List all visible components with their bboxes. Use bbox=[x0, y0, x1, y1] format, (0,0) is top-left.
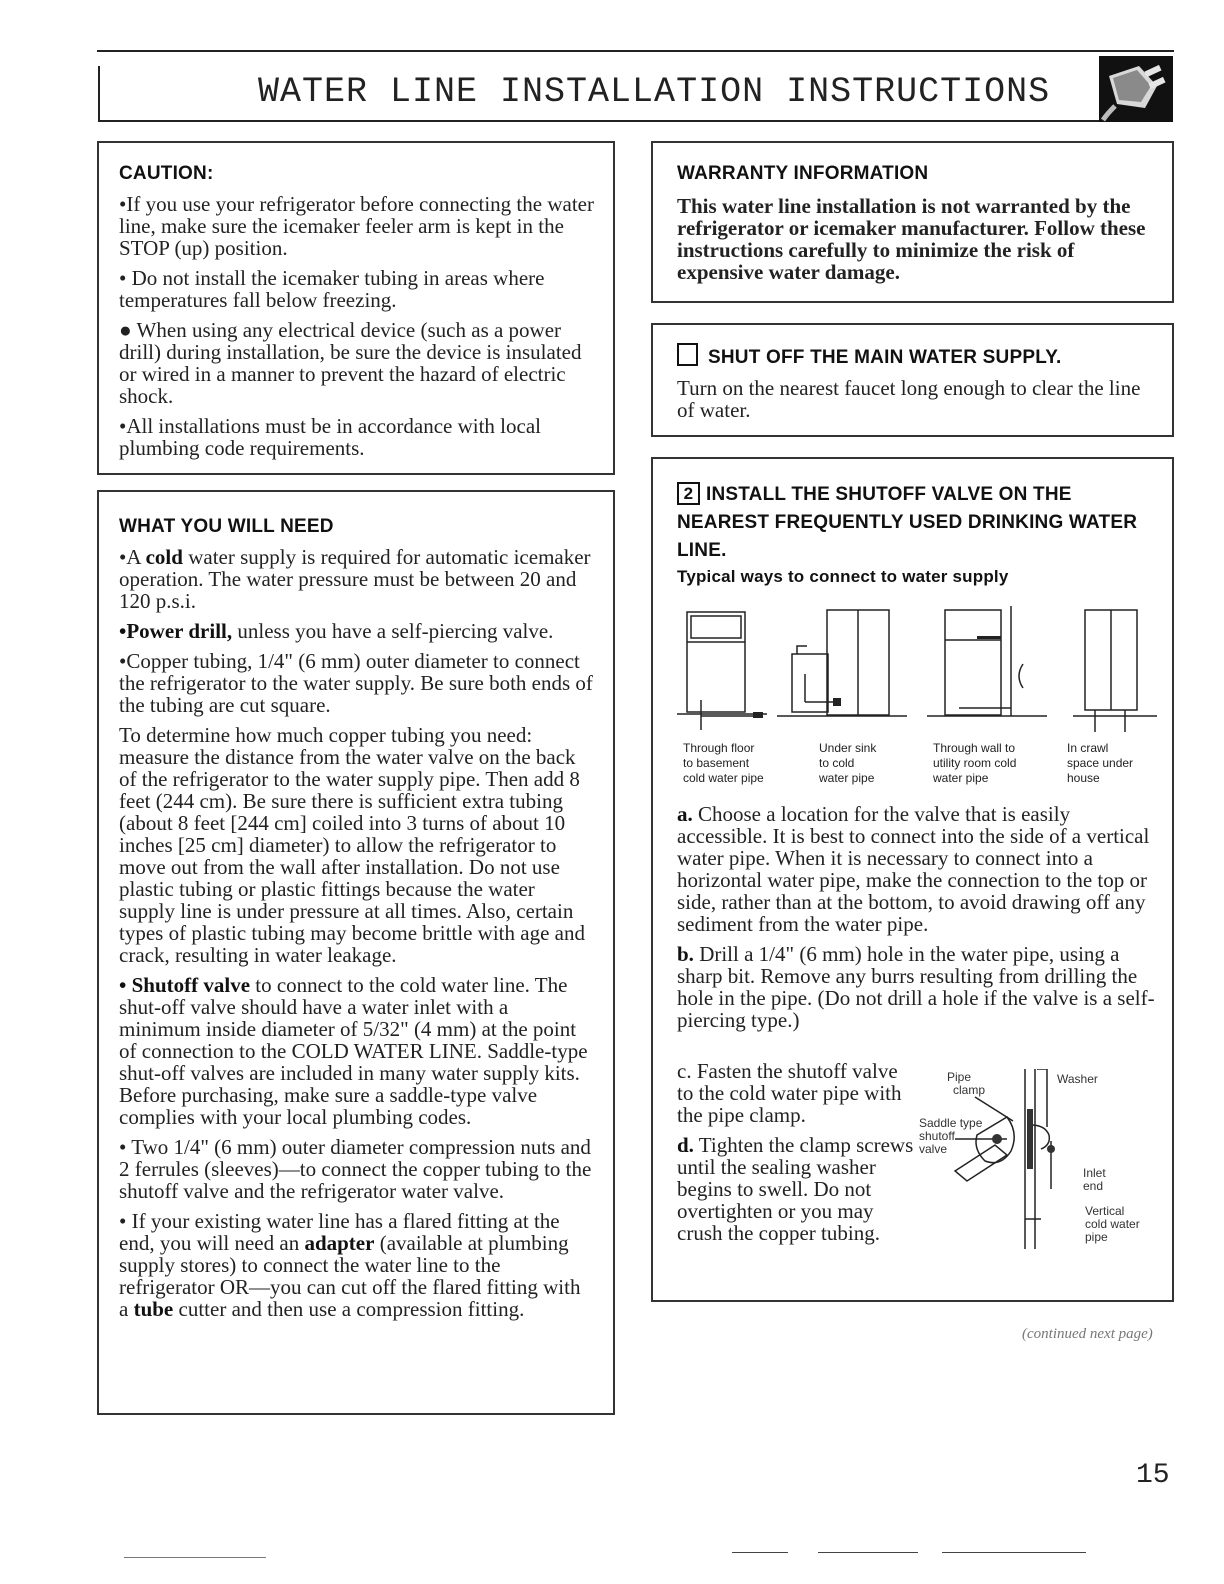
instruction-d: d. Tighten the clamp screws until the sealing washer begins to swell. Do not overtighten or you may crush the copper tubing. bbox=[677, 1133, 914, 1245]
step-2-heading: 2 INSTALL THE SHUTOFF VALVE ON THE NEAREST FREQUENTLY USED DRINKING WATER LINE. bbox=[677, 484, 1138, 561]
need-item-shutoff-valve: • Shutoff valve to connect to the cold water line. The shut-off valve should have a water inlet with a minimum inside diameter of 5/32" (4 mm) at the point of connection to the COLD WATER LINE. Saddle-type shut-off valves are included in many water supply kits. Before purchasing, make sure a saddle-type valve complies with your local plumbing codes. bbox=[119, 973, 588, 1129]
instruction-c: c. Fasten the shutoff valve to the cold water pipe with the pipe clamp. bbox=[677, 1059, 902, 1127]
plug-icon bbox=[1099, 56, 1173, 122]
caution-item: • Do not install the icemaker tubing in areas where temperatures fall below freezing. bbox=[119, 266, 545, 312]
need-item-copper-tubing: •Copper tubing, 1/4" (6 mm) outer diameter to connect the refrigerator to the water supply. Be sure both ends of the tubing are cut square. bbox=[119, 649, 593, 717]
caution-box bbox=[97, 141, 615, 475]
footer-rule bbox=[124, 1557, 266, 1558]
caution-item: •If you use your refrigerator before connecting the water line, make sure the icemaker feeler arm is kept in the STOP (up) position. bbox=[119, 192, 594, 260]
step-1-body: Turn on the nearest faucet long enough to clear the line of water. bbox=[677, 376, 1141, 422]
caution-heading: CAUTION: bbox=[119, 163, 214, 184]
footer-rule bbox=[942, 1552, 1086, 1553]
need-item-adapter: • If your existing water line has a flared fitting at the end, you will need an adapter (available at plumbing supply stores) to connect the water line to the refrigerator OR—you can cut off the flared fitting with a tube cutter and then use a compression fitting. bbox=[119, 1209, 581, 1321]
label-inlet-end: Inlet end bbox=[1083, 1166, 1106, 1193]
footer-rule bbox=[732, 1552, 788, 1553]
label-pipe-clamp: Pipe clamp bbox=[947, 1070, 986, 1097]
caption-floor: Through floor to basement cold water pipe bbox=[683, 741, 764, 785]
step-2-box bbox=[651, 457, 1174, 1302]
caption-sink: Under sink to cold water pipe bbox=[819, 741, 877, 785]
need-heading: WHAT YOU WILL NEED bbox=[119, 516, 334, 537]
warranty-heading: WARRANTY INFORMATION bbox=[677, 163, 929, 184]
caption-crawl: In crawl space under house bbox=[1067, 741, 1134, 785]
step-1-box bbox=[651, 323, 1174, 437]
need-item-power-drill: •Power drill, unless you have a self-piercing valve. bbox=[119, 619, 554, 643]
label-vertical-pipe: Vertical cold water pipe bbox=[1085, 1204, 1140, 1244]
warranty-body: This water line installation is not warranted by the refrigerator or icemaker manufacturer. Follow these instructions carefully to minimize the risk of expensive water damage. bbox=[677, 194, 1146, 284]
label-washer: Washer bbox=[1057, 1072, 1098, 1086]
step-1-heading: SHUT OFF THE MAIN WATER SUPPLY. bbox=[677, 343, 1157, 369]
warranty-box bbox=[651, 141, 1174, 303]
continued-note: (continued next page) bbox=[1022, 1326, 1153, 1342]
top-rule bbox=[97, 50, 1174, 52]
label-saddle-valve: Saddle type shutoff valve bbox=[919, 1116, 983, 1156]
page-title: WATER LINE INSTALLATION INSTRUCTIONS bbox=[258, 72, 1051, 112]
need-item-tubing-length: To determine how much copper tubing you need: measure the distance from the water valve on the back of the refrigerator to the water supply pipe. Then add 8 feet (244 cm). Be sure there is sufficient extra tubing (about 8 feet [244 cm] coiled into 3 turns of about 10 inches [25 cm] diameter) to allow the refrigerator to move out from the wall after installation. Do not use plastic tubing or plastic fittings because the water supply line is under pressure at all times. Also, certain types of plastic tubing may become brittle with age and crack, resulting in water leakage. bbox=[119, 723, 585, 967]
caution-item: ● When using any electrical device (such as a power drill) during installation, be sure the device is insulated or wired in a manner to prevent the hazard of electric shock. bbox=[119, 318, 582, 408]
caption-wall: Through wall to utility room cold water pipe bbox=[933, 741, 1017, 785]
page-number: 15 bbox=[1136, 1460, 1170, 1491]
caution-item: •All installations must be in accordance with local plumbing code requirements. bbox=[119, 414, 541, 460]
connection-methods-illustration bbox=[677, 604, 1157, 734]
instruction-a: a. Choose a location for the valve that is easily accessible. It is best to connect into the side of a vertical water pipe. When it is necessary to connect into a horizontal water pipe, make the connection to the top or side, rather than at the bottom, to avoid drawing off any sediment from the water pipe. bbox=[677, 802, 1150, 936]
footer-rule bbox=[818, 1552, 918, 1553]
step-2-subheading: Typical ways to connect to water supply bbox=[677, 567, 1009, 586]
need-item-cold-water: •A cold water supply is required for automatic icemaker operation. The water pressure must be between 20 and 120 p.s.i. bbox=[119, 545, 591, 613]
step-number-icon: 2 bbox=[677, 482, 700, 505]
what-you-need-box bbox=[97, 490, 615, 1415]
need-item-compression-nuts: • Two 1/4" (6 mm) outer diameter compression nuts and 2 ferrules (sleeves)—to connect the copper tubing to the shutoff valve and the refrigerator water valve. bbox=[119, 1135, 592, 1203]
instruction-b: b. Drill a 1/4" (6 mm) hole in the water pipe, using a sharp bit. Remove any burrs resulting from drilling the hole in the pipe. (Do not drill a hole if the valve is a self-piercing type.) bbox=[677, 942, 1155, 1032]
checkbox-icon bbox=[677, 343, 698, 366]
